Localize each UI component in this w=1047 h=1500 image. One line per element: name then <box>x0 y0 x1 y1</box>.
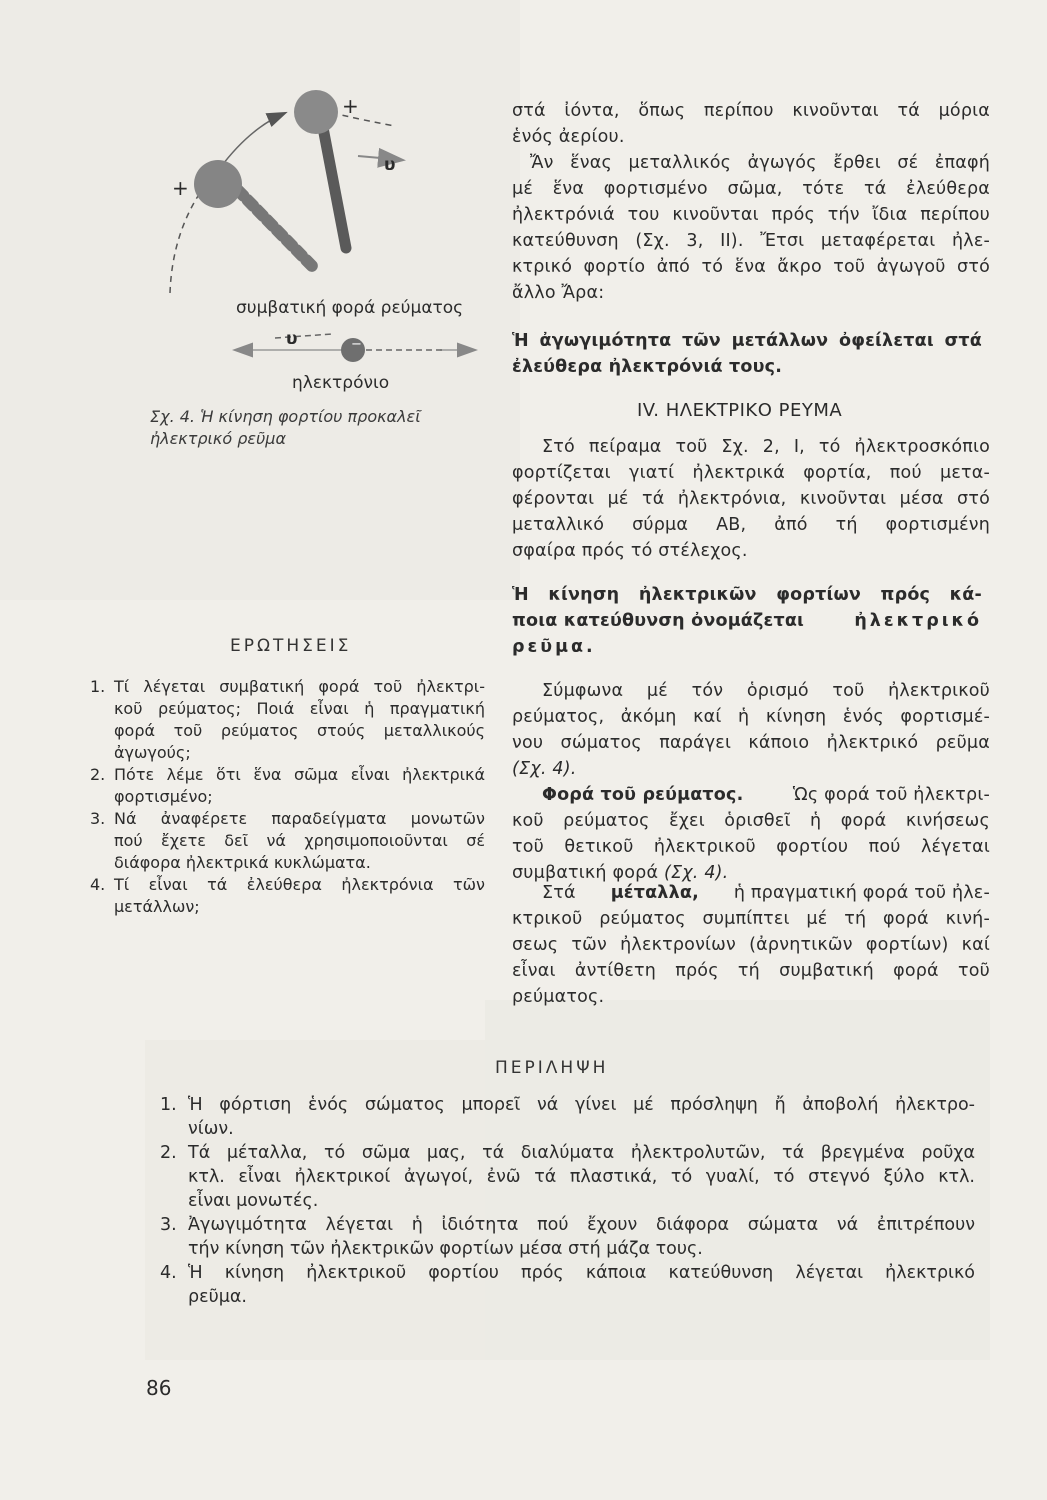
text-line: Ἀγωγιμότητα λέγεται ἡ ἰδιότητα πού ἔχουν διάφορα σώματα νά ἐπιτρέπουν <box>188 1215 975 1235</box>
velocity-label-bottom: υ <box>286 329 298 349</box>
text-line: κτλ. εἶναι ἠλεκτρικοί ἀγωγοί, ἐνῶ τά πλαστικά, τό γυαλί, τό στεγνό ξύλο κτλ. <box>188 1167 975 1187</box>
text-line: κοῦ ρεύματος ἔχει ὁρισθεῖ ἡ φορά κινήσεως <box>512 811 990 831</box>
motion-arc <box>220 113 285 168</box>
text-line: Τί λέγεται συμβατική φορά τοῦ ἠλεκτρι- <box>114 677 485 696</box>
text-line: κατεύθυνση (Σχ. 3, II). Ἔτσι μεταφέρεται ἠλε- <box>512 231 990 251</box>
text-line: Ἡ κίνηση ἠλεκτρικοῦ φορτίου πρός κάποια κατεύθυνση λέγεται ἠλεκτρικό <box>188 1263 975 1283</box>
charged-rod-ghost <box>228 180 312 266</box>
paragraph-metals <box>512 880 990 1010</box>
minus-sign: − <box>351 337 362 352</box>
summary-number: 1. <box>160 1095 177 1115</box>
charged-sphere-ghost <box>194 160 242 208</box>
section-title: IV. ΗΛΕΚΤΡΙΚΟ ΡΕΥΜΑ <box>637 400 843 421</box>
text-line: κτρικό φορτίο ἀπό τό ἕνα ἄκρο τοῦ ἀγωγοῦ στό <box>512 257 990 277</box>
dashed-lead-line <box>275 334 332 338</box>
question-number: 1. <box>90 677 106 696</box>
text-line: Πότε λέμε ὅτι ἕνα σῶμα εἶναι ἠλεκτρικά <box>114 765 485 784</box>
text-fragment: ἠλεκτρικό <box>854 611 982 631</box>
text-line: Σύμφωνα μέ τόν ὁρισμό τοῦ ἠλεκτρικοῦ <box>542 681 990 701</box>
text-fragment: Φορά τοῦ ρεύματος. <box>542 785 744 805</box>
text-line: ρεύματος, ἀκόμη καί ἡ κίνηση ἑνός φορτισμέ- <box>512 707 990 727</box>
text-line: μέ ἕνα φορτισμένο σῶμα, τότε τά ἐλεύθερα <box>512 179 990 199</box>
text-line: νου σώματος παράγει κάποιο ἠλεκτρικό ρεῦμα <box>512 733 990 753</box>
text-line: φορά τοῦ ρεύματος στούς μεταλλικούς <box>114 721 485 740</box>
plus-sign-top: + <box>342 94 359 118</box>
text-line: κτρικοῦ ρεύματος συμπίπτει μέ τή φορά κινή- <box>512 909 990 929</box>
text-line: τοῦ θετικοῦ ἠλεκτρικοῦ φορτίου πού λέγεται <box>512 837 990 857</box>
text-line: εἶναι ἀντίθετη πρός τή συμβατική φορά τοῦ <box>512 961 990 981</box>
right-column <box>512 98 990 306</box>
paragraph-definition <box>512 678 990 782</box>
conventional-direction-label: συμβατική φορά ρεύματος <box>236 298 464 318</box>
text-line: τήν κίνηση τῶν ἠλεκτρικῶν φορτίων μέσα στή μάζα τους. <box>188 1239 703 1259</box>
text-line <box>512 880 990 906</box>
text-line: σεως τῶν ἠλεκτρονίων (ἀρνητικῶν φορτίων) καί <box>512 935 990 955</box>
text-fragment: συμβατική φορά <box>512 863 659 883</box>
text-line: ἄλλο Ἄρα: <box>512 283 605 303</box>
text-line: Ἡ κίνηση ἠλεκτρικῶν φορτίων πρός κά- <box>512 585 982 605</box>
question-item <box>90 808 485 874</box>
text-line: Τά μέταλλα, τό σῶμα μας, τά διαλύματα ἠλεκτρολυτῶν, τά βρεγμένα ροῦχα <box>188 1143 975 1163</box>
text-line: κοῦ ρεύματος; Ποιά εἶναι ἡ πραγματική <box>114 699 485 718</box>
text-line <box>512 782 990 808</box>
electron-label: ηλεκτρόνιο <box>292 373 390 393</box>
summary-item <box>160 1261 975 1309</box>
text-line: ρεῦμα. <box>512 637 596 657</box>
text-line: διάφορα ἠλεκτρικά κυκλώματα. <box>114 853 371 872</box>
text-line: Ἡ ἀγωγιμότητα τῶν μετάλλων ὀφείλεται στά <box>512 331 982 351</box>
questions-list <box>90 676 485 918</box>
caption-line: ἠλεκτρικό ρεῦμα <box>150 429 286 448</box>
summary-number: 2. <box>160 1143 177 1163</box>
text-line: ἀγωγούς; <box>114 743 191 762</box>
text-fragment: Ὡς φορά τοῦ ἠλεκτρι- <box>792 785 990 805</box>
text-line: ρεῦμα. <box>188 1287 247 1307</box>
text-line: πού ἔχετε δεῖ νά χρησιμοποιοῦνται σέ <box>114 831 485 850</box>
dashed-arc-left <box>170 196 198 293</box>
summary-list <box>160 1093 975 1309</box>
text-line: Ἄν ἕνας μεταλλικός ἀγωγός ἔρθει σέ ἐπαφή <box>530 153 990 173</box>
text-line: Στό πείραμα τοῦ Σχ. 2, I, τό ἠλεκτροσκόπιο <box>542 437 990 457</box>
text-fragment: μέταλλα, <box>610 883 699 903</box>
paragraph-experiment <box>512 434 990 564</box>
text-line: Νά ἀναφέρετε παραδείγματα μονωτῶν <box>114 809 485 828</box>
summary-item <box>160 1141 975 1213</box>
question-number: 3. <box>90 809 106 828</box>
question-item <box>90 874 485 918</box>
text-line: φέρονται μέ τά ἠλεκτρόνια, κινοῦνται μέσα στό <box>512 489 990 509</box>
text-line <box>512 608 982 634</box>
text-line: στά ἰόντα, ὅπως περίπου κινοῦνται τά μόρια <box>512 101 990 121</box>
summary-number: 4. <box>160 1263 177 1283</box>
plus-sign-left: + <box>172 176 189 200</box>
text-line: σφαίρα πρός τό στέλεχος. <box>512 541 748 561</box>
text-line: μεταλλικό σύρμα ΑΒ, ἀπό τή φορτισμένη <box>512 515 990 535</box>
summary-title: ΠΕΡΙΛΗΨΗ <box>495 1058 609 1078</box>
text-line: φορτισμένο; <box>114 787 213 806</box>
charge-motion-figure <box>150 88 495 418</box>
text-line: (Σχ. 4). <box>512 759 577 779</box>
text-line: ἑνός ἀερίου. <box>512 127 625 147</box>
caption-line: Σχ. 4. Ἡ κίνηση φορτίου προκαλεῖ <box>150 407 421 426</box>
page-number: 86 <box>146 1376 172 1400</box>
text-fragment: (Σχ. 4). <box>663 863 729 883</box>
question-number: 2. <box>90 765 106 784</box>
text-fragment: ἡ πραγματική φορά τοῦ ἠλε- <box>733 883 990 903</box>
text-line: Τί εἶναι τά ἐλεύθερα ἠλεκτρόνια τῶν <box>114 875 485 894</box>
question-item <box>90 676 485 764</box>
summary-number: 3. <box>160 1215 177 1235</box>
summary-item <box>160 1213 975 1261</box>
text-fragment: ποια κατεύθυνση ὀνομάζεται <box>512 611 805 631</box>
question-item <box>90 764 485 808</box>
current-definition <box>512 582 982 660</box>
text-fragment: Στά <box>542 883 576 903</box>
text-line: Ἡ φόρτιση ἑνός σώματος μπορεῖ νά γίνει μέ πρόσληψη ἤ ἀποβολή ἠλεκτρο- <box>188 1095 975 1115</box>
figure-caption <box>150 406 421 450</box>
conductivity-statement <box>512 328 982 380</box>
text-line: ἠλεκτρόνιά του κινοῦνται πρός τήν ἴδια περίπου <box>512 205 990 225</box>
text-line: ρεύματος. <box>512 987 605 1007</box>
paragraph-direction <box>512 782 990 886</box>
charged-sphere <box>294 90 338 134</box>
text-line: φορτίζεται γιατί ἠλεκτρικά φορτία, πού μετα- <box>512 463 990 483</box>
question-number: 4. <box>90 875 106 894</box>
summary-item <box>160 1093 975 1141</box>
text-line: νίων. <box>188 1119 234 1139</box>
velocity-label-top: υ <box>384 155 396 175</box>
text-line: μετάλλων; <box>114 897 200 916</box>
text-line: εἶναι μονωτές. <box>188 1191 319 1211</box>
text-line: ἐλεύθερα ἠλεκτρόνιά τους. <box>512 357 783 377</box>
questions-title: ΕΡΩΤΗΣΕΙΣ <box>230 636 352 656</box>
